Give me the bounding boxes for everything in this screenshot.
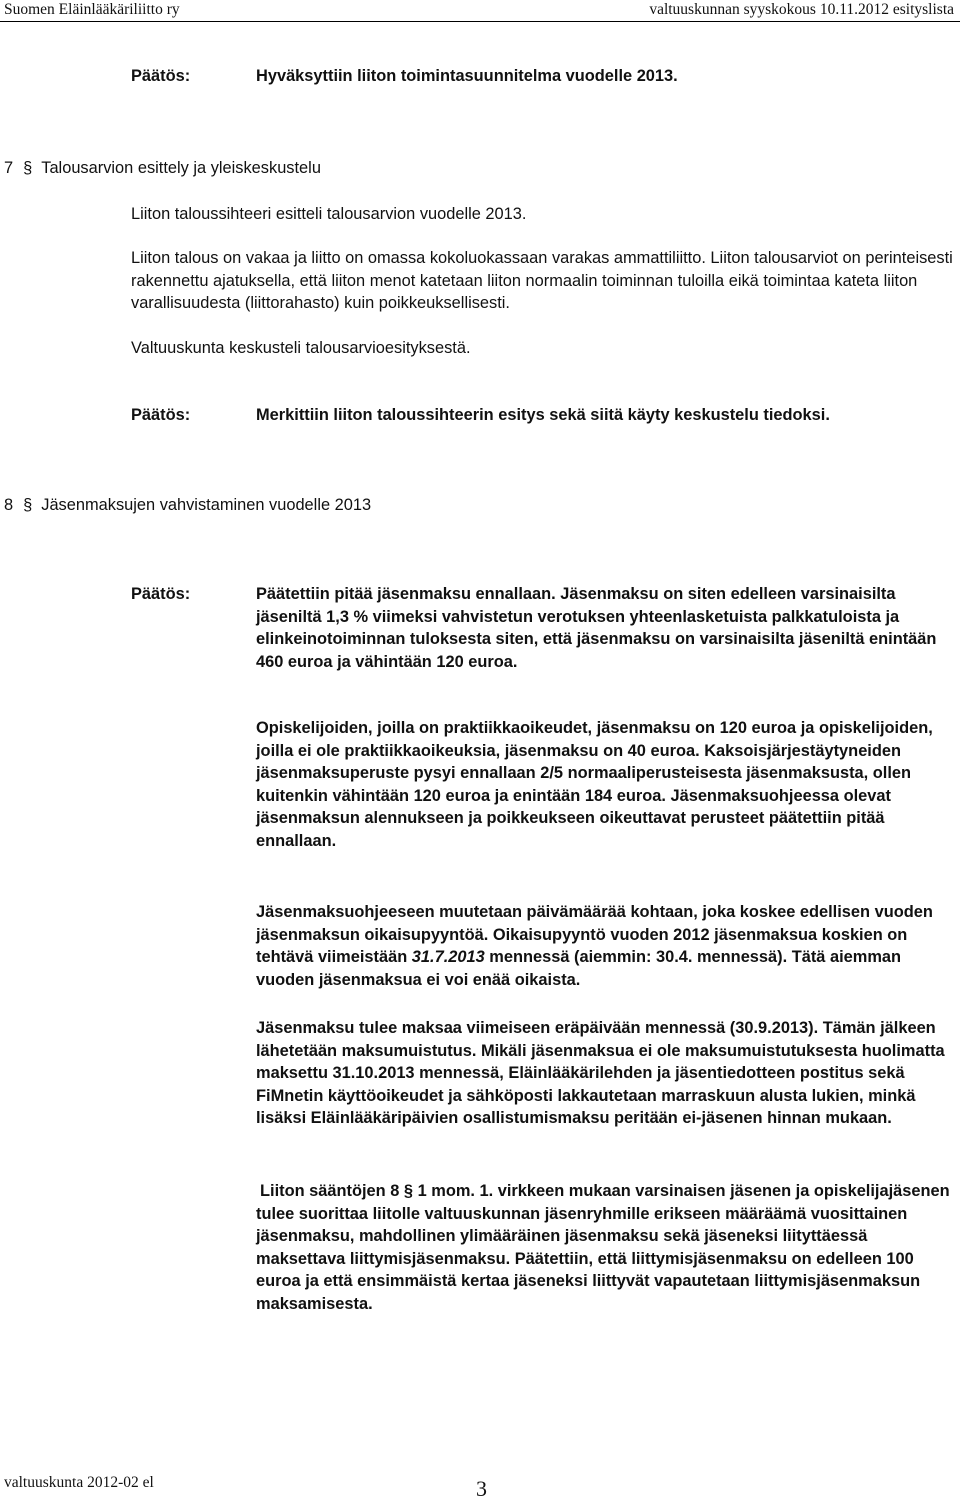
page-number: 3 [476,1476,487,1501]
item8-decision-paragraph-4: Jäsenmaksu tulee maksaa viimeiseen eräpäivään mennessä (30.9.2013). Tämän jälkeen lähetetään maksumuistutus. Mikäli jäsenmaksua ei ole maksumuistutuksesta huolimatta maksettu 31.10.2013 mennessä, Eläinlääkärilehden ja jäsentiedotteen postitus sekä FiMnetin käyttöoikeudet ja sähköposti lakkautetaan marraskuun alusta lukien, minkä lisäksi Eläinlääkäripäivien osallistumismaksu peritään ei-jäsenen hinnan mukaan. [256,1019,945,1128]
item8-decision-paragraph-3 [256,901,956,991]
paragraph-5-text-b: 1 mom. 1. virkkeen mukaan varsinaisen jäsenen ja opiskelijajäsenen tulee suorittaa liitolle valtuuskunnan jäsenryhmille erikseen määräämä vuosittainen jäsenmaksu, mahdollinen ylimääräinen jäsenmaksu sekä jäseneksi liityttäessä maksettava liittymisjäsenmaksu. Päätettiin, että liittymisjäsenmaksu on edelleen 100 euroa ja että ensimmäistä kertaa jäseneksi liittyvät vapautetaan liittymisjäsenmaksun maksamisesta. [256,1182,950,1313]
section-8-heading [4,494,371,517]
section-8-title: Jäsenmaksujen vahvistaminen vuodelle 2013 [41,496,372,514]
section-mark-icon: § [23,159,33,177]
decision-label: Päätös: [131,67,191,85]
item7-decision: Merkittiin liiton taloussihteerin esitys sekä siitä käyty keskustelu tiedoksi. [256,406,830,424]
deadline-date: 31.7.2013 [411,948,485,967]
header-rule [0,21,960,22]
section-7-number: 7 [4,159,14,177]
item6-decision: Hyväksyttiin liiton toimintasuunnitelma vuodelle 2013. [256,67,678,85]
header-organization: Suomen Eläinlääkäriliitto ry [4,1,180,18]
section-mark-icon: § [23,496,33,514]
section-mark-icon: § [403,1182,414,1200]
section-7-title: Talousarvion esittely ja yleiskeskustelu [41,159,321,177]
section-8-number: 8 [4,496,14,514]
item7-paragraph-1: Liiton taloussihteeri esitteli talousarvion vuodelle 2013. [131,205,527,223]
item8-decision-paragraph-5 [256,1180,956,1316]
page-header [0,0,960,22]
section-7-heading [4,157,321,180]
item7-paragraph-3: Valtuuskunta keskusteli talousarvioesityksestä. [131,339,471,357]
header-meeting: valtuuskunnan syyskokous 10.11.2012 esityslista [649,1,954,18]
paragraph-3-text-b: mennessä (aiemmin: 30.4. mennessä). Tätä aiemman vuoden jäsenmaksua ei voi enää oikaista. [256,948,902,989]
item8-decision-paragraph-1: Päätettiin pitää jäsenmaksu ennallaan. Jäsenmaksu on siten edelleen varsinaisilta jäseniltä 1,3 % viimeksi vahvistetun verotuksen yhteenlasketuista palkkatuloista ja elinkeinotoiminnan tuloksesta siten, että jäsenmaksu on varsinaisilta jäseniltä enintään 460 euroa ja vähintään 120 euroa. [256,585,937,671]
footer-document-code: valtuuskunta 2012-02 el [4,1474,154,1491]
decision-label: Päätös: [131,585,191,603]
item7-paragraph-2: Liiton talous on vakaa ja liitto on omassa kokoluokassaan varakas ammattiliitto. Liiton talousarviot on perinteisesti rakennettu ajatuksella, että liiton menot katetaan liiton normaalin toiminnan tuloilla eikä toimintaa kateta liiton varallisuudesta (liittorahasto) kuin poikkeuksellisesti. [131,249,953,313]
item8-decision-paragraph-2: Opiskelijoiden, joilla on praktiikkaoikeudet, jäsenmaksu on 120 euroa ja opiskelijoiden, joilla ei ole praktiikkaoikeuksia, jäsenmaksu on 40 euroa. Kaksoisjärjestäytyneiden jäsenmaksuperuste pysyi ennallaan 2/5 normaaliperusteisesta jäsenmaksusta, ollen kuitenkin vähintään 120 euroa ja enintään 184 euroa. Jäsenmaksuohjeessa olevat jäsenmaksun alennukseen ja poikkeukseen oikeuttavat perusteet päätettiin pitää ennallaan. [256,719,933,850]
paragraph-5-text-a: Liiton sääntöjen 8 [260,1182,404,1200]
decision-label: Päätös: [131,406,191,424]
paragraph-3-text-a: Jäsenmaksuohjeeseen muutetaan päivämäärää kohtaan, joka koskee edellisen vuoden jäsenmaksun oikaisupyyntöä. Oikaisupyyntö vuoden 2012 jäsenmaksua koskien on tehtävä viimeistään [256,903,933,967]
